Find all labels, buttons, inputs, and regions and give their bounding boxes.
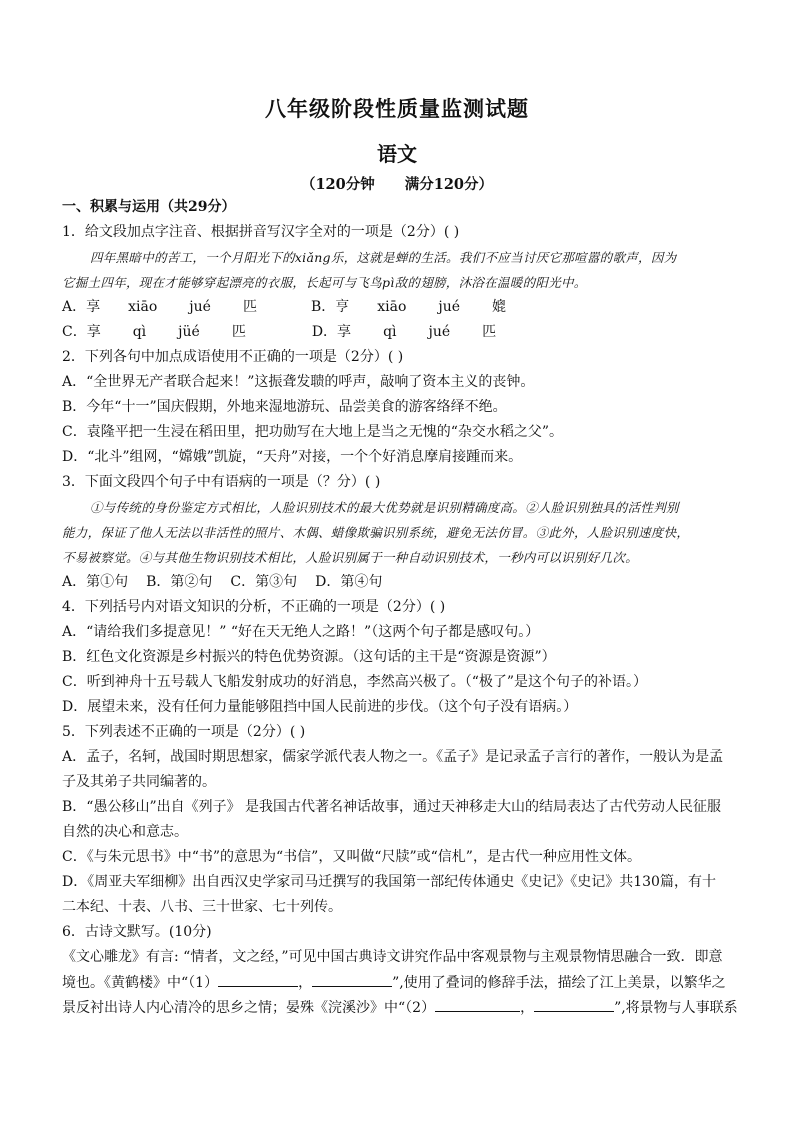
answer-blank[interactable]: [312, 970, 392, 987]
question-3-passage: 能力，保证了他人无法以非活性的照片、木偶、蜡像欺骗识别系统，避免无法仿冒。③此外，人脸识别速度快，: [62, 525, 690, 540]
option-d: D．享 qì jué 匹: [311, 324, 497, 340]
question-1-options-cd: [62, 320, 738, 345]
exam-title: 八年级阶段性质量监测试题: [265, 96, 529, 121]
option-b: B．今年“十一”国庆假期，外地来湿地游玩、品尝美食的游客络绎不绝。: [62, 399, 507, 415]
option-a: A．享 xiāo jué 匹: [62, 299, 257, 315]
question-6-text: 境也。《黄鹤楼》中“（1） ， ”,使用了叠词的修辞手法，描绘了江上美景，以繁华之: [62, 970, 738, 995]
option-d: D．第④句: [315, 574, 383, 590]
option-c: C．《与朱元思书》中“书”的意思为“书信”，又叫做“尺牍”或“信札”，是古代一种应用性文体。: [62, 849, 641, 865]
question-3-stem: 3．下面文段四个句子中有语病的一项是（？分）( ): [62, 474, 381, 490]
option-b: B．红色文化资源是乡村振兴的特色优势资源。（这句话的主干是“资源是资源”）: [62, 649, 556, 665]
answer-blank[interactable]: [534, 995, 614, 1012]
answer-blank[interactable]: [435, 995, 520, 1012]
answer-blank[interactable]: [218, 970, 298, 987]
option-b: B．第②句: [146, 574, 213, 590]
question-6-text: 《文心雕龙》有言: “情者，文之经，”可见中国古典诗文讲究作品中客观景物与主观景物情思融合一致．即意: [62, 949, 723, 965]
option-b: B．“愚公移山”出自《列子》 是我国古代著名神话故事，通过天神移走大山的结局表达了古代劳动人民征服: [62, 799, 722, 815]
question-3-passage: 不易被察觉。④与其他生物识别技术相比，人脸识别属于一种自动识别技术，一秒内可以识别好几次。: [62, 550, 639, 565]
question-1-stem: 1．给文段加点字注音、根据拼音写汉字全对的一项是（2分）( ): [62, 224, 460, 240]
question-1-options-ab: [62, 295, 738, 320]
full-score: 满分120分）: [404, 176, 494, 193]
option-d: D．展望未来，没有任何力量能够阻挡中国人民前进的步伐。（这个句子没有语病。）: [62, 699, 578, 715]
question-2-stem: 2．下列各句中加点成语使用不正确的一项是（2分）( ): [62, 349, 404, 365]
option-a: A．第①句: [62, 574, 129, 590]
question-1-passage: 它掘土四年，现在才能够穿起漂亮的衣服，长起可与飞鸟pì敌的翅膀，沐浴在温暖的阳光中。: [62, 275, 587, 290]
option-c: C．听到神舟十五号载人飞船发射成功的好消息，李然高兴极了。（“极了”是这个句子的补语。）: [62, 674, 648, 690]
question-4-stem: 4．下列括号内对语文知识的分析，不正确的一项是（2分）( ): [62, 599, 446, 615]
option-a: A．“全世界无产者联合起来！”这振聋发聩的呼声，敲响了资本主义的丧钟。: [62, 374, 535, 390]
subject-title: 语文: [377, 142, 417, 166]
exam-meta: [0, 173, 794, 194]
option-a-continued: 子及其弟子共同编著的。: [62, 774, 216, 790]
option-d: D．《周亚夫军细柳》出自西汉史学家司马迁撰写的我国第一部纪传体通史《史记》《史记》共130篇，有十: [62, 874, 716, 890]
section-heading: 一、积累与运用（共29分）: [62, 199, 236, 215]
question-3-passage: ①与传统的身份鉴定方式相比，人脸识别技术的最大优势就是识别精确度高。②人脸识别独具的活性判别: [90, 500, 679, 515]
question-5-stem: 5．下列表述不正确的一项是（2分）( ): [62, 724, 306, 740]
option-a: A．孟子，名轲，战国时期思想家，儒家学派代表人物之一。《孟子》是记录孟子言行的著作，一般认为是孟: [62, 749, 724, 765]
option-b: B．亨 xiāo jué 媲: [310, 299, 507, 315]
option-d: D．“北斗”组网，“嫦娥”凯旋，“天舟”对接，一个个好消息摩肩接踵而来。: [62, 449, 523, 465]
question-1-passage: 四年黑暗中的苦工，一个月阳光下的xiǎng乐，这就是蝉的生活。我们不应当讨厌它那喧嚣的歌声，因为: [90, 250, 677, 265]
question-3-options: [62, 570, 738, 595]
option-a: A．“请给我们多提意见！” “好在天无绝人之路！”（这两个句子都是感叹句。）: [62, 624, 540, 640]
option-c: C．享 qì jüé 匹: [62, 324, 246, 340]
option-c: C．第③句: [230, 574, 298, 590]
option-b-continued: 自然的决心和意志。: [62, 824, 188, 840]
question-6-stem: 6．古诗文默写。(10分): [62, 924, 212, 940]
exam-content: [62, 195, 738, 1020]
option-c: C．袁隆平把一生浸在稻田里，把功勋写在大地上是当之无愧的“杂交水稻之父”。: [62, 424, 564, 440]
option-d-continued: 二本纪、十表、八书、三十世家、七十列传。: [62, 899, 342, 915]
question-6-text: 景反衬出诗人内心清冷的思乡之情；晏殊《浣溪沙》中“（2） ， ”,将景物与人事联系: [62, 995, 738, 1020]
time-limit: （120分钟: [300, 176, 375, 193]
